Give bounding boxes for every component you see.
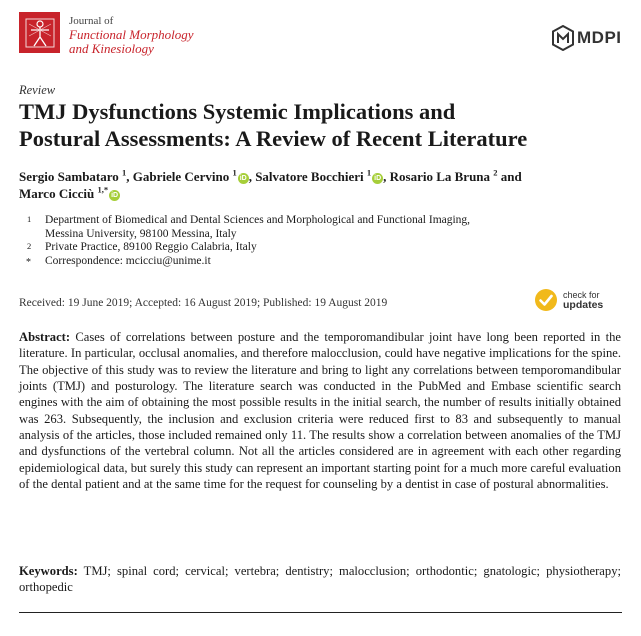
affiliation-number: 2 <box>27 241 32 251</box>
orcid-icon[interactable]: iD <box>374 175 382 182</box>
journal-prefix: Journal of <box>69 15 114 27</box>
section-divider <box>19 612 622 613</box>
author-affiliation-marker: 1 <box>366 167 372 178</box>
author-name: Gabriele Cervino <box>132 169 230 184</box>
orcid-icon[interactable]: iD <box>239 175 247 182</box>
author-separator: , <box>383 169 390 184</box>
author-name: Rosario La Bruna <box>389 169 491 184</box>
article-type: Review <box>19 83 56 97</box>
journal-name-line1: Functional Morphology <box>69 27 194 42</box>
check-updates-line2: updates <box>563 299 604 311</box>
author-1[interactable] <box>19 169 126 184</box>
author-3[interactable] <box>255 169 383 184</box>
affiliation-2 <box>19 241 619 255</box>
affiliation-text-line2: Messina University, 98100 Messina, Italy <box>45 227 237 240</box>
page-header <box>19 12 622 64</box>
author-5[interactable] <box>19 186 120 201</box>
affiliation-number: 1 <box>27 214 32 224</box>
check-updates-label <box>563 290 603 310</box>
abstract-text: Cases of correlations between posture and the temporomandibular joint have long been reported in the literature. In particular, occlusal anomalies, and therefore malocclusion, could have negative implications for the spine. The objective of this study was to review the literature and bring to light any correlations between temporomandibular joints (TMJ) and posturology. The literature search was conducted in the PubMed and Embase scientific search engines with the aim of obtaining the most possible results in the initial search, the number of results initially obtained was 263. Subsequently, the inclusion and exclusion criteria were reduced first to 83 and subsequently to manual analysis of the articles, those included remained only 11. The results show a correlation between anomalies of the TMJ and dysfunctions of the vertebral column. Not all the articles considered are in agreement with each other regarding epidemiological data, but surely this study can represent an important starting point for a much more careful evaluation of the dental patient and at the same time for the request for counseling by a dentist in case of postural abnormalities. <box>19 330 622 492</box>
author-affiliation-number: 1, <box>97 184 104 195</box>
title-line-2: Postural Assessments: A Review of Recent Literature <box>19 126 528 151</box>
check-updates-line1: check for <box>563 290 600 300</box>
correspondence <box>19 255 619 269</box>
journal-logo <box>19 12 60 53</box>
publication-dates: Received: 19 June 2019; Accepted: 16 August 2019; Published: 19 August 2019 <box>19 297 388 309</box>
affiliations <box>19 214 619 268</box>
correspondence-text[interactable]: Correspondence: mcicciu@unime.it <box>45 254 211 267</box>
affiliation-text-line1: Department of Biomedical and Dental Sciences and Morphological and Functional Imaging, <box>45 214 471 226</box>
author-affiliation-marker <box>97 185 108 195</box>
affiliation-1 <box>19 214 619 241</box>
check-updates-icon <box>534 288 558 312</box>
abstract <box>19 329 621 492</box>
mdpi-hexagon-icon <box>552 25 574 51</box>
article-title <box>19 98 624 152</box>
publisher-logo[interactable] <box>552 24 622 52</box>
keywords-text: TMJ; spinal cord; cervical; vertebra; dentistry; malocclusion; orthodontic; gnatologic; physiotherapy; orthopedic <box>19 564 621 595</box>
affiliation-text-line1: Private Practice, 89100 Reggio Calabria, Italy <box>45 241 257 253</box>
author-affiliation-marker: 1 <box>232 167 237 178</box>
author-list <box>19 168 624 202</box>
journal-name-line2: and Kinesiology <box>69 41 154 56</box>
author-4[interactable] <box>390 169 498 184</box>
check-for-updates-badge[interactable] <box>534 286 622 314</box>
author-name: Sergio Sambataro <box>19 169 119 184</box>
title-line-1: TMJ Dysfunctions Systemic Implications and <box>19 99 456 124</box>
author-affiliation-marker: 2 <box>493 167 498 178</box>
orcid-icon[interactable]: iD <box>111 192 119 199</box>
journal-figure-icon <box>23 16 57 50</box>
abstract-label: Abstract: <box>19 330 71 344</box>
keywords <box>19 563 621 596</box>
publisher-name: MDPI <box>577 28 622 47</box>
author-name: Salvatore Bocchieri <box>255 169 364 184</box>
correspondence-marker: * <box>26 256 31 268</box>
corresponding-marker: * <box>103 184 109 195</box>
author-name: Marco Cicciù <box>19 186 95 201</box>
journal-name-block <box>69 14 194 56</box>
author-separator: , <box>248 169 256 184</box>
author-separator: and <box>497 169 522 184</box>
keywords-label: Keywords: <box>19 564 78 578</box>
author-separator: , <box>126 169 133 184</box>
author-2[interactable] <box>133 169 249 184</box>
author-affiliation-marker: 1 <box>122 167 127 178</box>
